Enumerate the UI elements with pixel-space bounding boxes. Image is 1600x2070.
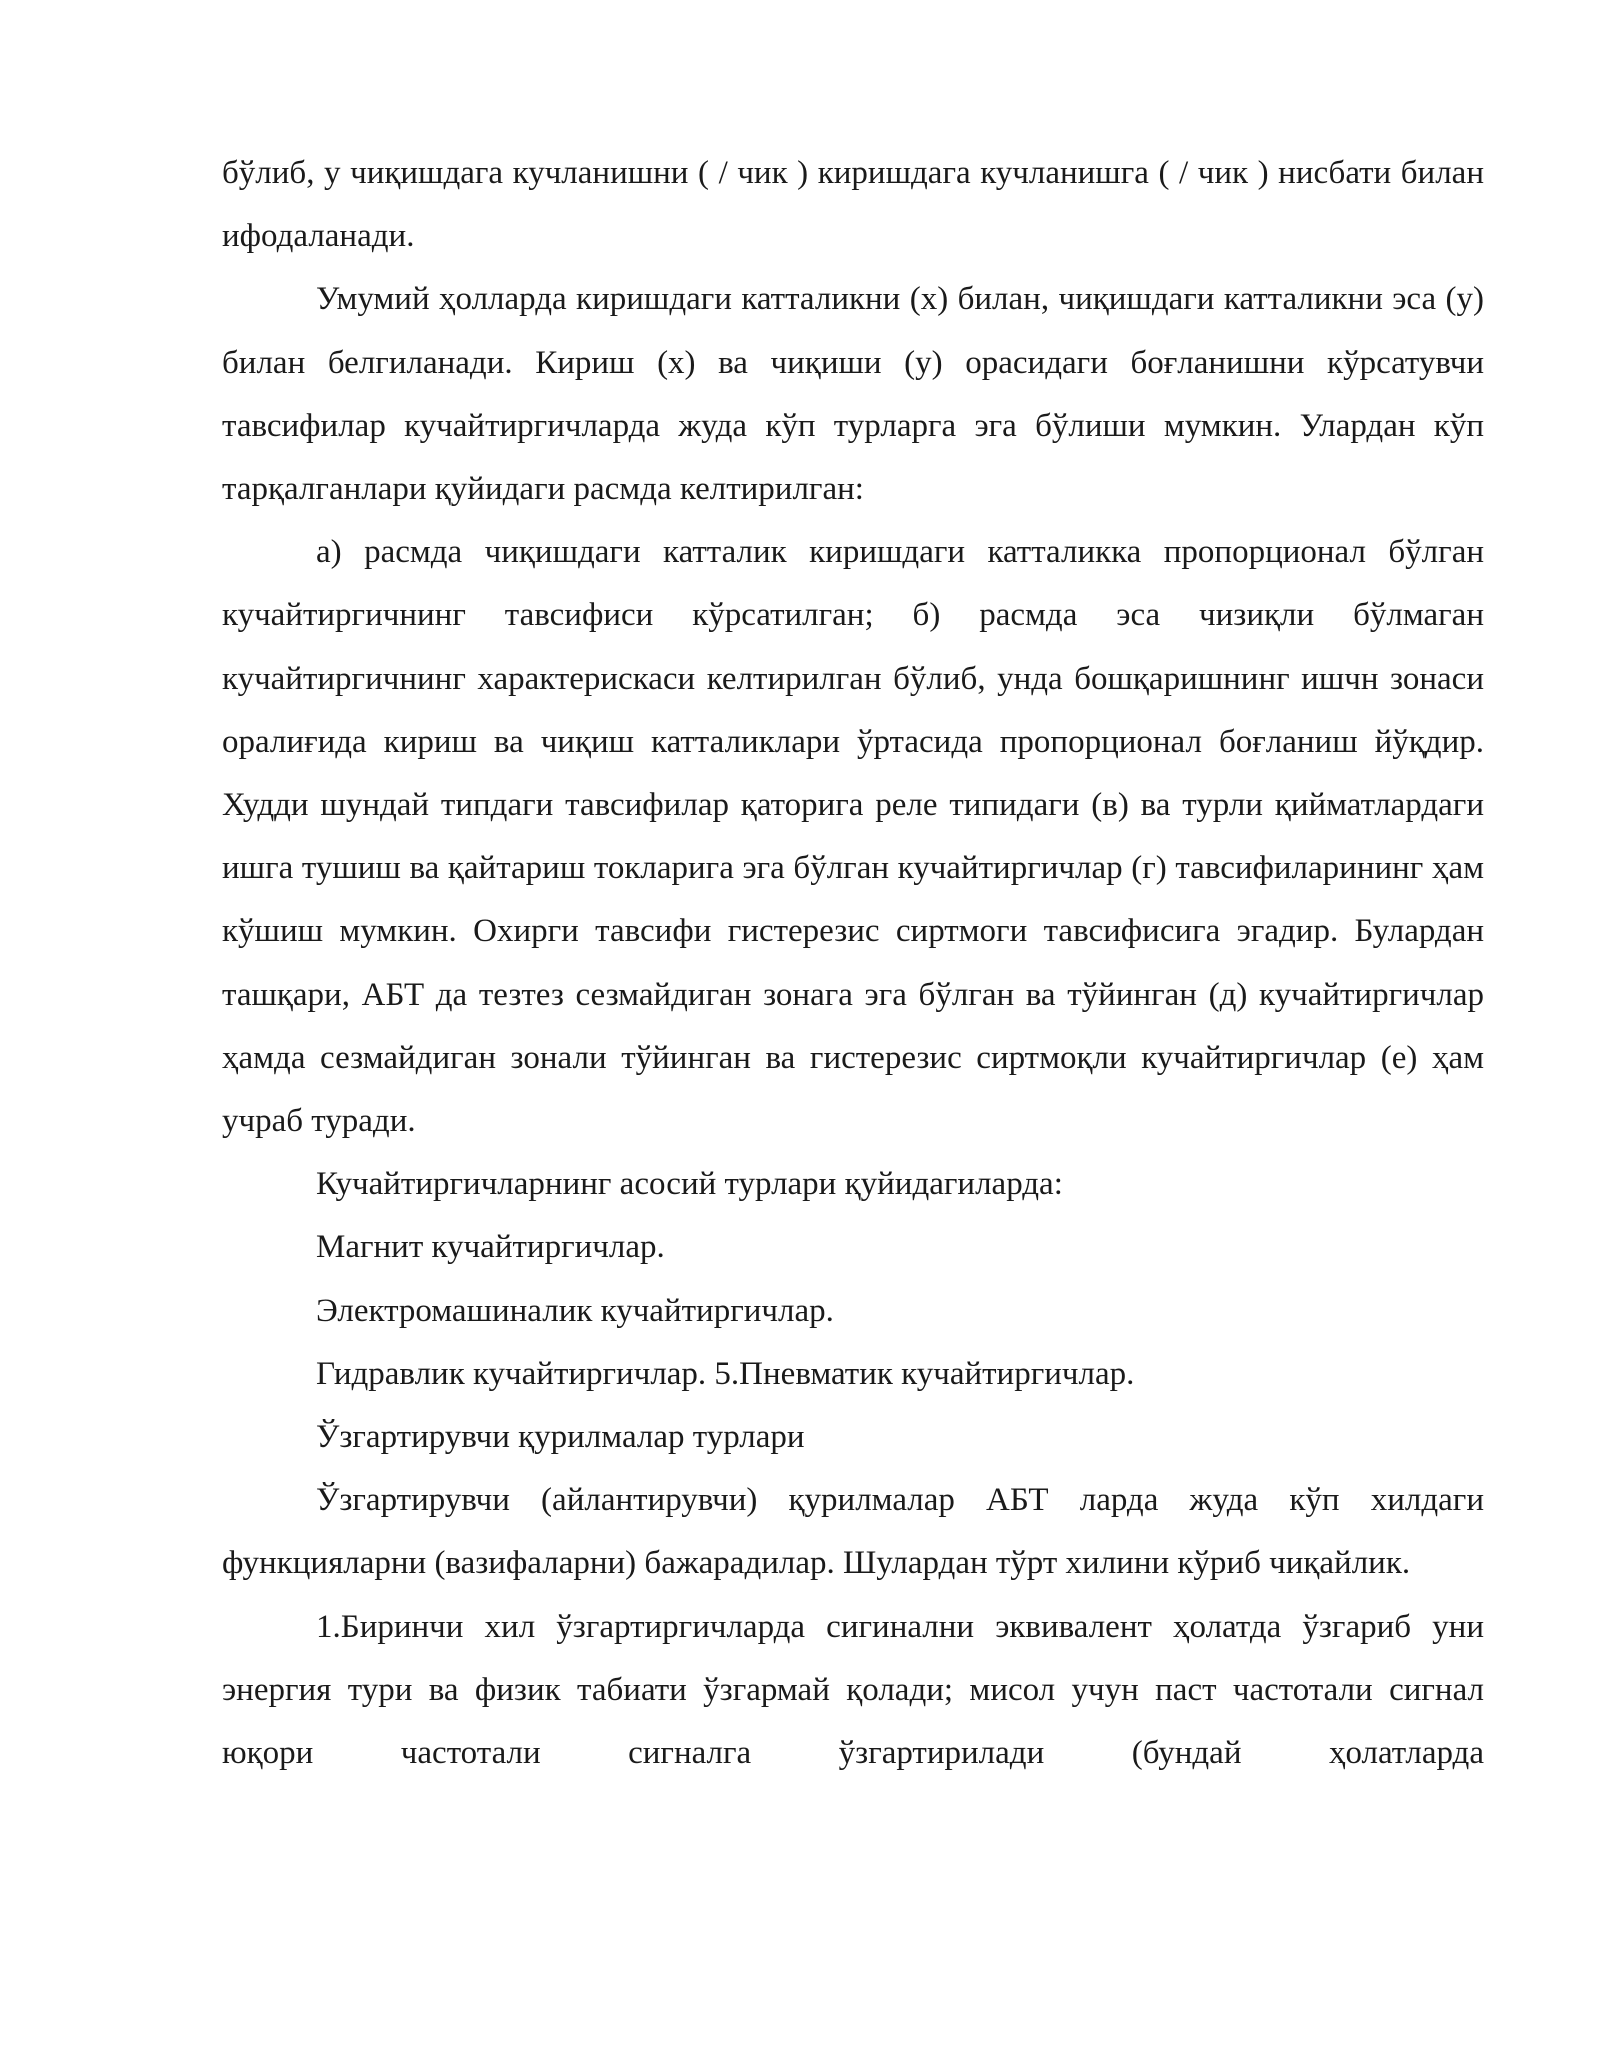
list-item-electromachine: Электромашиналик кучайтиргичлар. <box>316 1292 834 1329</box>
paragraph-1: бўлиб, у чиқишдага кучланишни ( / чик ) киришдага кучланишга ( / чик ) нисбати билан ифодаланади. <box>222 155 1484 255</box>
paragraph-converters-intro: Ўзгартирувчи (айлантирувчи) қурилмалар АБТ ларда жуда кўп хилдаги функцияларни (вазифаларни) бажарадилар. Шулардан тўрт хилини кўриб чиқайлик. <box>222 1482 1484 1582</box>
section-heading-converters: Ўзгартирувчи қурилмалар турлари <box>316 1419 805 1456</box>
paragraph-4: Кучайтиргичларнинг асосий турлари қуйидагиларда: <box>316 1166 1063 1203</box>
paragraph-2: Умумий ҳолларда киришдаги катталикни (х) билан, чиқишдаги катталикни эса (у) билан белгиланади. Кириш (х) ва чиқиши (у) орасидаги боғланишни кўрсатувчи тавсифилар кучайтиргичларда жуда кўп турларга эга бўлиши мумкин. Улардан кўп тарқалганлари қуйидаги расмда келтирилган: <box>222 281 1484 508</box>
list-item-magnetic: Магнит кучайтиргичлар. <box>316 1229 665 1266</box>
document-body <box>222 142 1484 1785</box>
paragraph-3: а) расмда чиқишдаги катталик киришдаги катталикка пропорционал бўлган кучайтиргичнинг тавсифиси кўрсатилган; б) расмда эса чизиқли бўлмаган кучайтиргичнинг характерискаси келтирилган бўлиб, унда бошқаришнинг ишчн зонаси оралиғида кириш ва чиқиш катталиклари ўртасида пропорционал боғланиш йўқдир. Худди шундай типдаги тавсифилар қаторига реле типидаги (в) ва турли қийматлардаги ишга тушиш ва қайтариш токларига эга бўлган кучайтиргичлар (г) тавсифиларининг ҳам кўшиш мумкин. Охирги тавсифи гистерезис сиртмоги тавсифисига эгадир. Булардан ташқари, АБТ да тезтез сезмайдиган зонага эга бўлган ва тўйинган (д) кучайтиргичлар ҳамда сезмайдиган зонали тўйинган ва гистерезис сиртмоқли кучайтиргичлар (е) ҳам учраб туради. <box>222 534 1484 1140</box>
list-item-hydraulic-pneumatic: Гидравлик кучайтиргичлар. 5.Пневматик кучайтиргичлар. <box>316 1355 1135 1392</box>
paragraph-first-type: 1.Биринчи хил ўзгартиргичларда сигинални эквивалент ҳолатда ўзгариб уни энергия тури ва физик табиати ўзгармай қолади; мисол учун паст частотали сигнал юқори частотали сигналга ўзгартирилади (бундай ҳолатларда <box>222 1608 1484 1772</box>
